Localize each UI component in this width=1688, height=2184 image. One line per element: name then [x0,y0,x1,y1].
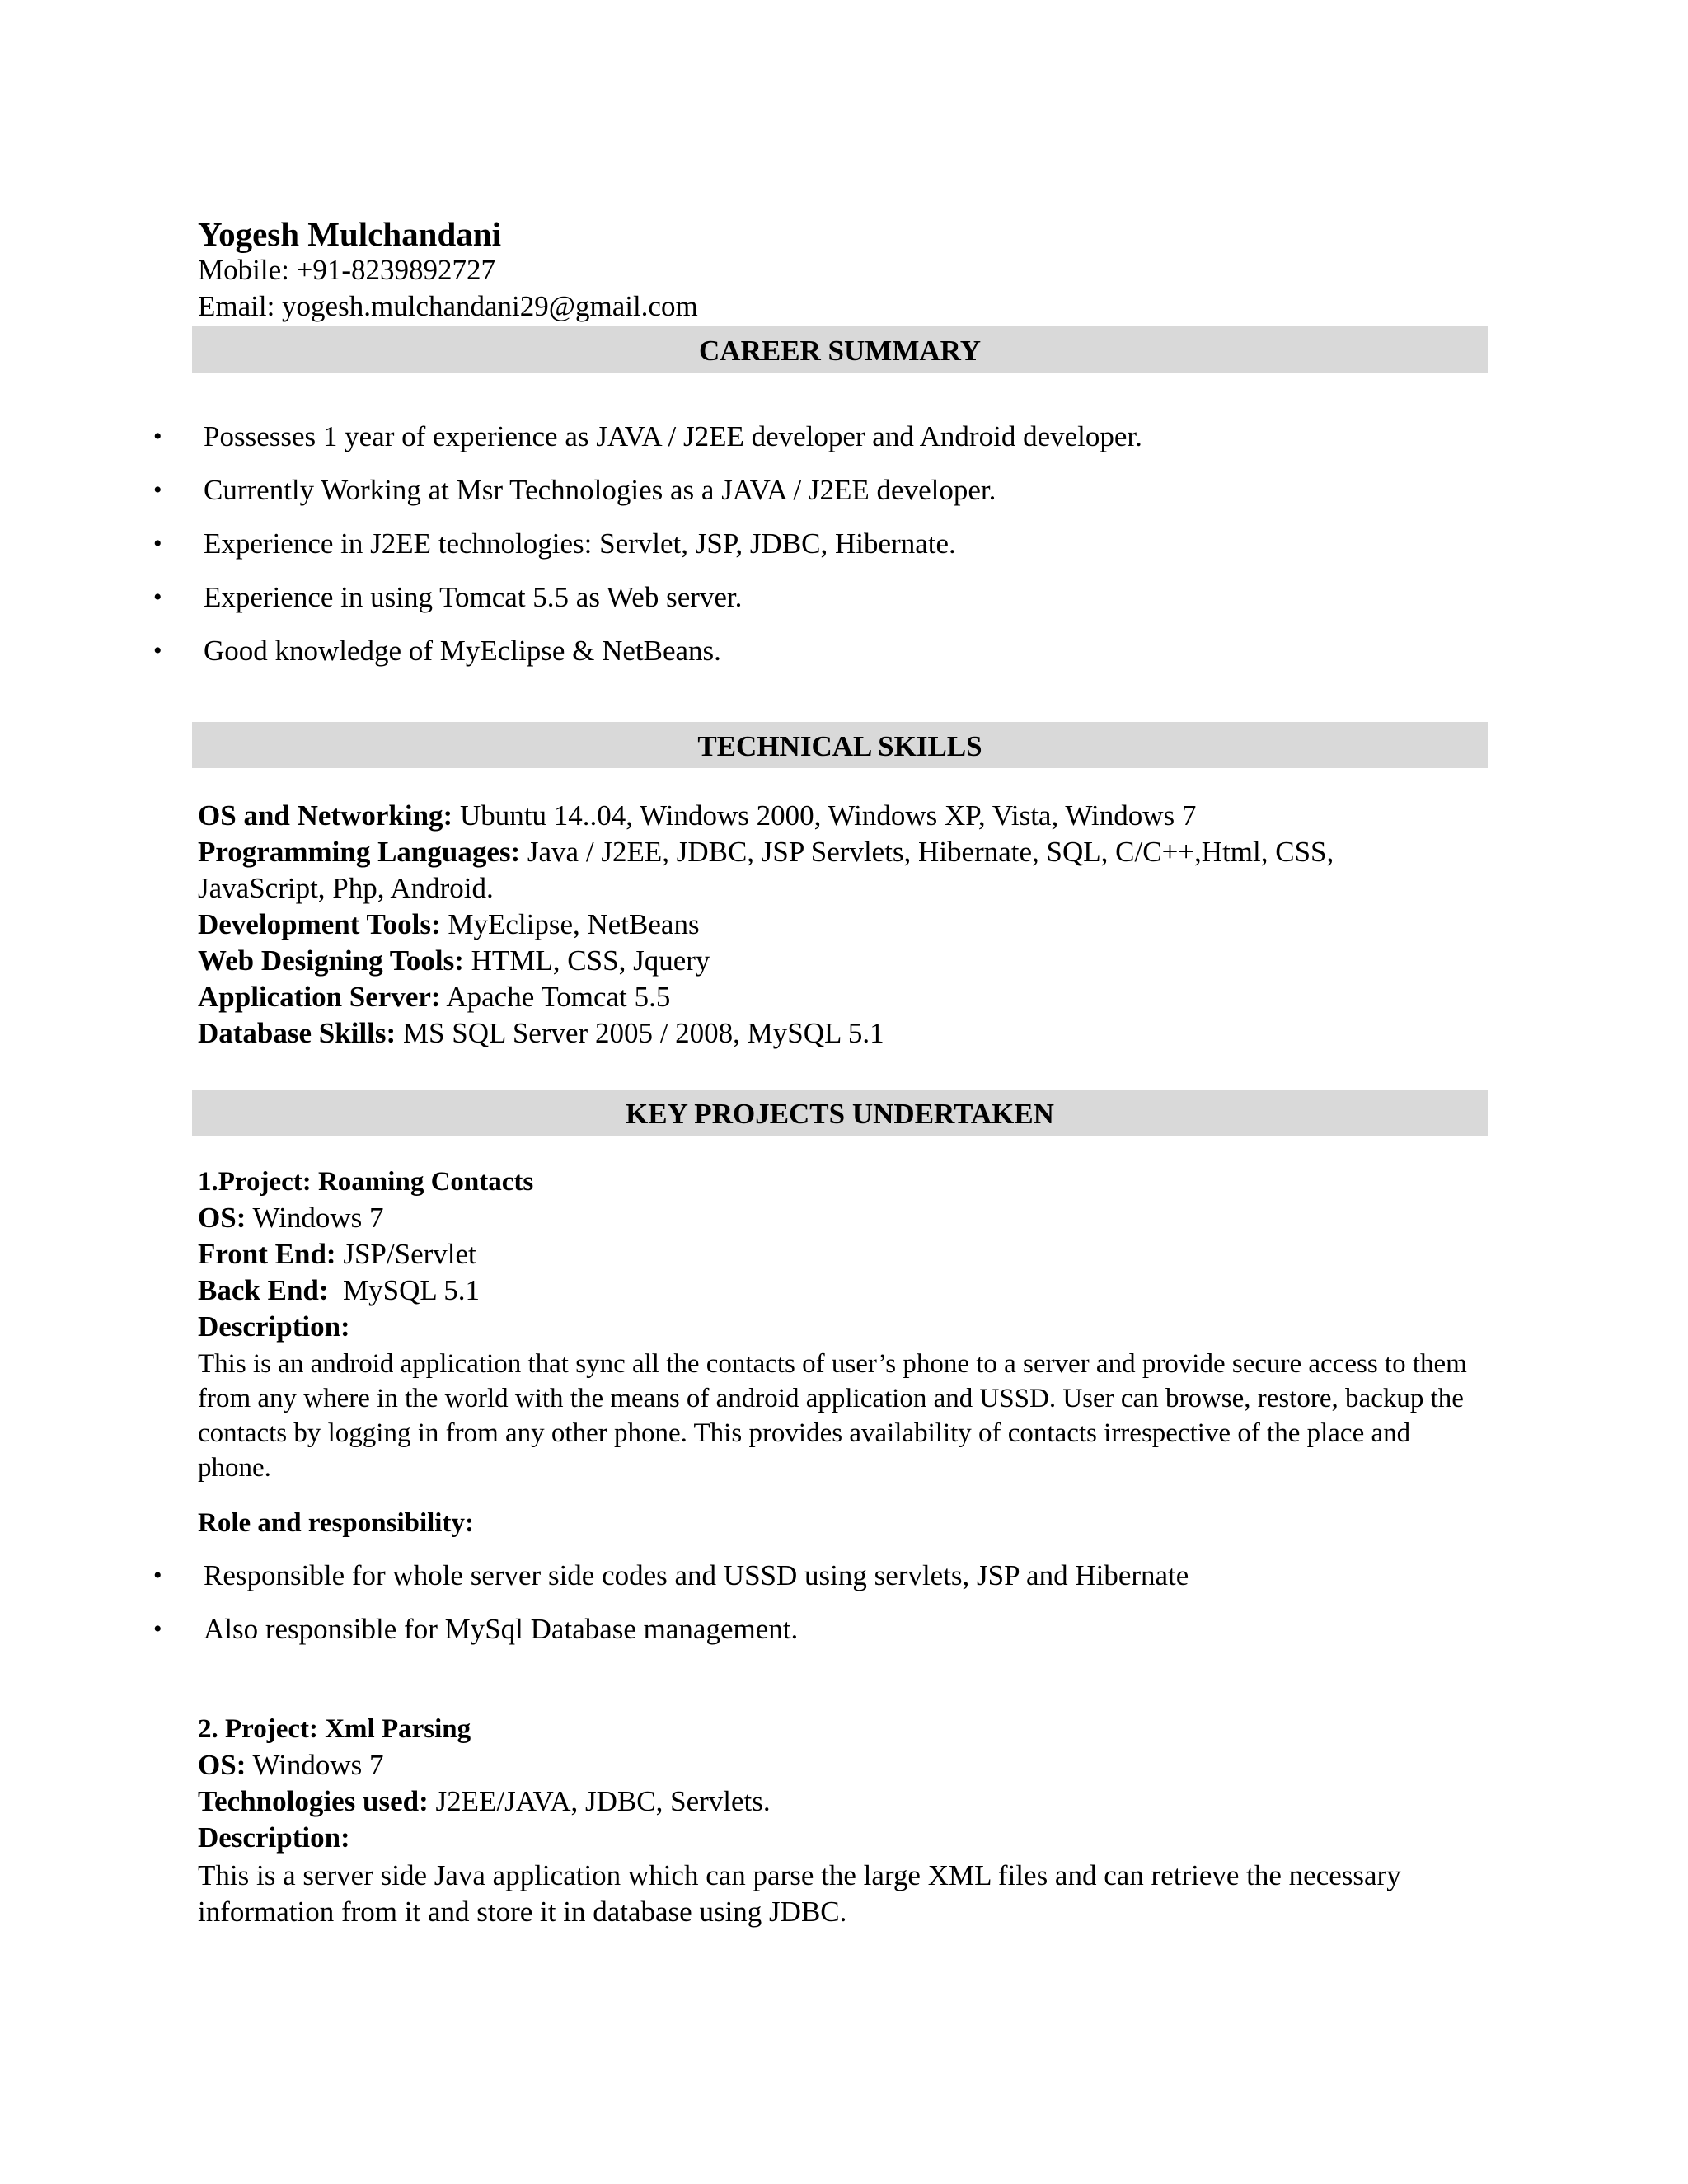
bullet-icon: • [153,637,162,664]
skill-label: OS and Networking: [198,799,453,832]
list-item: Also responsible for MySql Database management. [204,1613,799,1645]
field-value: J2EE/JAVA, JDBC, Servlets. [428,1785,771,1817]
project-description: This is a server side Java application which can parse the large XML files and can retrieve the necessary information from it and store it in database using JDBC. [198,1859,1401,1928]
skill-label: Database Skills: [198,1017,396,1049]
skill-value: Apache Tomcat 5.5 [440,981,671,1013]
role-heading: Role and responsibility: [198,1508,474,1538]
field-value: MySQL 5.1 [328,1274,480,1306]
key-projects-heading: KEY PROJECTS UNDERTAKEN [192,1090,1488,1136]
description-label: Description: [198,1821,350,1854]
list-item: Good knowledge of MyEclipse & NetBeans. [204,635,721,667]
project-os-row [198,1200,383,1236]
field-value: Windows 7 [246,1749,384,1781]
list-item: Possesses 1 year of experience as JAVA / J2EE developer and Android developer. [204,420,1142,452]
skill-value: Ubuntu 14..04, Windows 2000, Windows XP, Vista, Windows 7 [452,799,1197,832]
field-value: JSP/Servlet [335,1238,476,1270]
skill-value: MyEclipse, NetBeans [440,908,700,940]
email-address: Email: yogesh.mulchandani29@gmail.com [198,290,698,322]
skill-label: Programming Languages: [198,836,521,868]
skill-os-row [198,798,1196,834]
technical-skills-heading: TECHNICAL SKILLS [192,722,1488,768]
project-front-end-row [198,1236,476,1272]
list-item: Experience in using Tomcat 5.5 as Web server. [204,581,743,613]
skill-languages-row [198,834,1334,870]
skill-dev-tools-row [198,907,700,943]
skill-value: HTML, CSS, Jquery [463,944,710,977]
project-description: This is an android application that sync all the contacts of user’s phone to a server and provide secure access to them from any where in the world with the means of android application and USSD. User can browse, restore, backup the contacts by logging in from any other phone. This provides availability of contacts irrespective of the place and phone. [198,1349,1467,1483]
field-value: Windows 7 [246,1202,384,1234]
career-summary-heading: CAREER SUMMARY [192,326,1488,373]
skill-label: Web Designing Tools: [198,944,464,977]
project-technologies-row [198,1783,771,1820]
skill-app-server-row [198,979,670,1015]
skill-languages-continued: JavaScript, Php, Android. [198,872,494,904]
bullet-icon: • [153,530,162,557]
skill-label: Application Server: [198,981,441,1013]
bullet-icon: • [153,423,162,450]
candidate-name: Yogesh Mulchandani [198,215,501,253]
bullet-icon: • [153,1615,162,1643]
list-item: Currently Working at Msr Technologies as a JAVA / J2EE developer. [204,474,996,506]
field-label: Technologies used: [198,1785,429,1817]
description-label: Description: [198,1310,350,1343]
list-item: Experience in J2EE technologies: Servlet, JSP, JDBC, Hibernate. [204,527,956,560]
skill-database-row [198,1015,884,1052]
skill-label: Development Tools: [198,908,441,940]
field-label: OS: [198,1202,246,1234]
field-label: Back End: [198,1274,329,1306]
project-title: 1.Project: Roaming Contacts [198,1167,534,1197]
mobile-number: Mobile: +91-8239892727 [198,254,495,286]
field-label: OS: [198,1749,246,1781]
project-os-row [198,1747,383,1783]
project-back-end-row [198,1272,480,1309]
bullet-icon: • [153,583,162,611]
list-item: Responsible for whole server side codes and USSD using servlets, JSP and Hibernate [204,1559,1189,1591]
field-label: Front End: [198,1238,336,1270]
project-title: 2. Project: Xml Parsing [198,1714,471,1744]
skill-value: Java / J2EE, JDBC, JSP Servlets, Hibernate, SQL, C/C++,Html, CSS, [520,836,1334,868]
bullet-icon: • [153,1562,162,1589]
skill-value: MS SQL Server 2005 / 2008, MySQL 5.1 [396,1017,884,1049]
skill-web-tools-row [198,943,710,979]
bullet-icon: • [153,476,162,504]
